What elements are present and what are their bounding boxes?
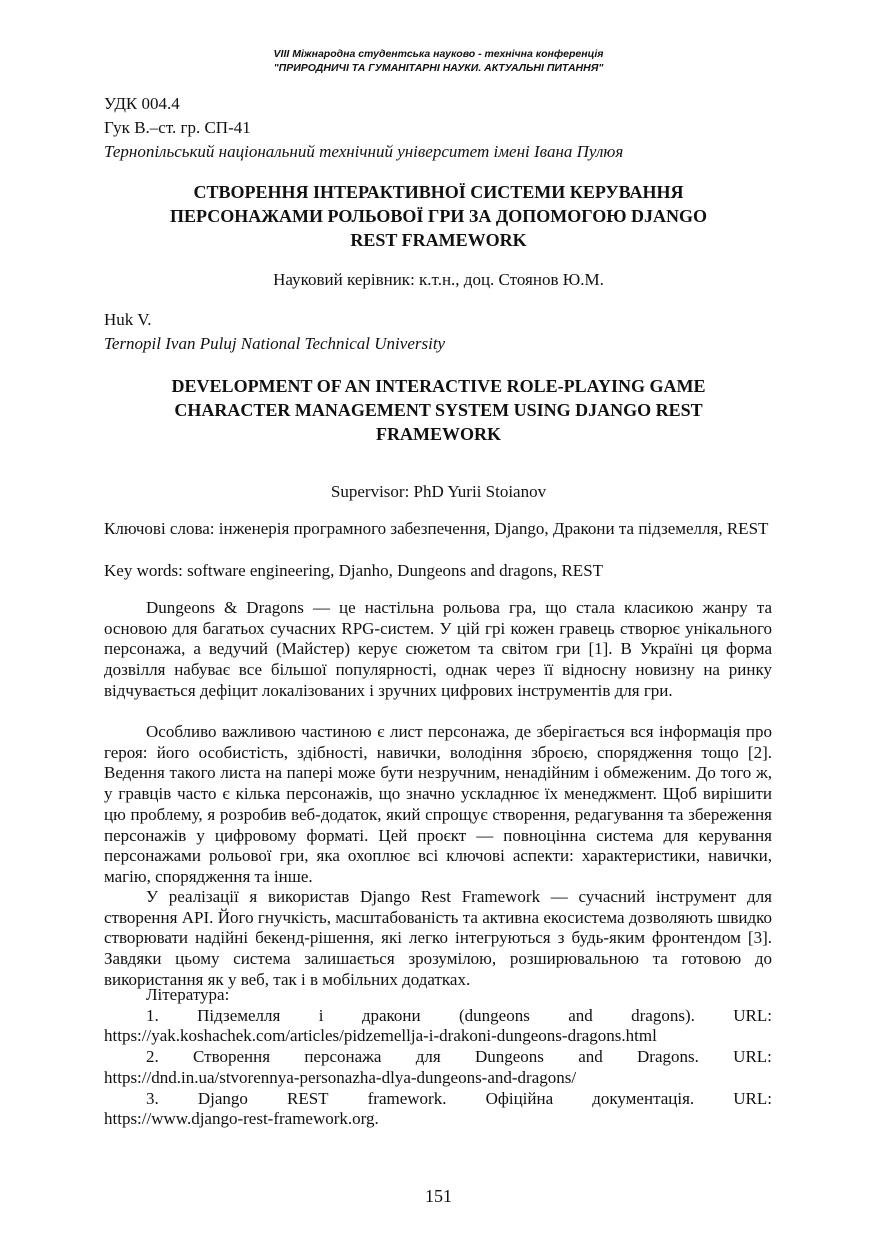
- references-heading: Література:: [146, 985, 230, 1004]
- body-paragraph-3: У реалізації я використав Django Rest Framework — сучасний інструмент для створення API. Його гнучкість, масштабованість та активна екосистема дозволяють швидко створювати надійні бекенд-рішення, які легко інтегруються з будь-яким фронтендом [3]. Завдяки цьому система залишається зрозумілою, розширювальною та готовою до використання як у веб, так і в мобільних додатках.: [104, 887, 772, 989]
- reference-word: дракони: [361, 1005, 421, 1025]
- reference-word: and: [578, 1047, 603, 1067]
- reference-word: and: [568, 1005, 593, 1025]
- reference-word: URL:: [733, 1088, 772, 1108]
- reference-line: [104, 1089, 772, 1110]
- conference-header-line1: VIII Міжнародна студентська науково - технічна конференція: [273, 48, 604, 60]
- title-ua-line: СТВОРЕННЯ ІНТЕРАКТИВНОЇ СИСТЕМИ КЕРУВАННЯ: [193, 182, 684, 202]
- keywords-ua: Ключові слова: інженерія програмного забезпечення, Django, Дракони та підземелля, REST: [104, 519, 769, 538]
- reference-word: framework.: [367, 1088, 447, 1108]
- reference-word: 2.: [146, 1047, 159, 1067]
- reference-word: 1.: [146, 1005, 159, 1025]
- author-ua: Гук В.–ст. гр. СП-41: [104, 118, 251, 137]
- references-section: [104, 985, 772, 1130]
- page-number: 151: [425, 1186, 452, 1206]
- title-en: [90, 374, 787, 446]
- keywords-en: Key words: software engineering, Djanho, Dungeons and dragons, REST: [104, 561, 604, 580]
- reference-url[interactable]: https://dnd.in.ua/stvorennya-personazha-dlya-dungeons-and-dragons/: [104, 1067, 577, 1087]
- reference-word: персонажа: [304, 1047, 382, 1067]
- reference-word: 3.: [146, 1088, 159, 1108]
- title-en-line: CHARACTER MANAGEMENT SYSTEM USING DJANGO REST: [174, 400, 703, 420]
- body-paragraph-1: Dungeons & Dragons — це настільна рольова гра, що стала класикою жанру та основою для багатьох сучасних RPG-систем. У цій грі кожен гравець створює унікального персонажа, а ведучий (Майстер) керує сюжетом та світом гри [1]. В Україні ця форма дозвілля набуває все більшої популярності, однак через її відносну новизну на ринку відчувається дефіцит локалізованих і зручних цифрових інструментів для гри.: [104, 598, 772, 700]
- supervisor-ua: Науковий керівник: к.т.н., доц. Стоянов Ю.М.: [273, 270, 604, 289]
- author-en: Huk V.: [104, 310, 152, 329]
- title-ua-line: ПЕРСОНАЖАМИ РОЛЬОВОЇ ГРИ ЗА ДОПОМОГОЮ DJANGO: [170, 206, 707, 226]
- title-en-line: DEVELOPMENT OF AN INTERACTIVE ROLE-PLAYING GAME: [171, 376, 706, 396]
- conference-header-line2: "ПРИРОДНИЧІ ТА ГУМАНІТАРНІ НАУКИ. АКТУАЛЬНІ ПИТАННЯ": [273, 62, 604, 74]
- reference-word: URL:: [733, 1005, 772, 1025]
- reference-url[interactable]: https://www.django-rest-framework.org.: [104, 1109, 379, 1129]
- title-ua: [90, 180, 787, 252]
- title-ua-line: REST FRAMEWORK: [350, 230, 527, 250]
- reference-item: [104, 1006, 772, 1047]
- affiliation-ua: Тернопільський національний технічний університет імені Івана Пулюя: [104, 142, 624, 161]
- reference-word: Django: [197, 1088, 248, 1108]
- reference-url[interactable]: https://yak.koshachek.com/articles/pidzemellja-i-drakoni-dungeons-dragons.html: [104, 1026, 657, 1046]
- reference-word: документація.: [592, 1088, 695, 1108]
- reference-word: і: [318, 1005, 324, 1025]
- reference-word: URL:: [733, 1047, 772, 1067]
- title-en-line: FRAMEWORK: [376, 424, 501, 444]
- reference-word: REST: [286, 1088, 329, 1108]
- body-paragraph-2: Особливо важливою частиною є лист персонажа, де зберігається вся інформація про героя: його особистість, здібності, навички, володіння зброєю, спорядження тощо [2]. Ведення такого листа на папері може бути незручним, ненадійним і обмеженим. До того ж, у гравців часто є кілька персонажів, що значно ускладнює їх менеджмент. Щоб вирішити цю проблему, я розробив веб-додаток, який спрощує створення, редагування та збереження персонажів у цифровому форматі. Цей проєкт — повноцінна система для керування персонажами рольової гри, яка охоплює всі ключові аспекти: характеристики, навички, магію, спорядження та інше.: [104, 722, 772, 886]
- supervisor-en: Supervisor: PhD Yurii Stoianov: [330, 482, 547, 501]
- reference-word: (dungeons: [459, 1005, 530, 1025]
- reference-word: Підземелля: [197, 1005, 281, 1025]
- reference-line: [104, 1047, 772, 1068]
- reference-word: Створення: [193, 1047, 271, 1067]
- reference-item: [104, 1089, 772, 1130]
- reference-word: для: [415, 1047, 441, 1067]
- reference-word: Dragons.: [637, 1047, 699, 1067]
- reference-line: [104, 1006, 772, 1027]
- reference-word: dragons).: [631, 1005, 695, 1025]
- reference-word: Офіційна: [485, 1088, 554, 1108]
- affiliation-en: Ternopil Ivan Puluj National Technical University: [104, 334, 446, 353]
- reference-word: Dungeons: [474, 1047, 544, 1067]
- udk-code: УДК 004.4: [104, 94, 180, 113]
- reference-item: [104, 1047, 772, 1088]
